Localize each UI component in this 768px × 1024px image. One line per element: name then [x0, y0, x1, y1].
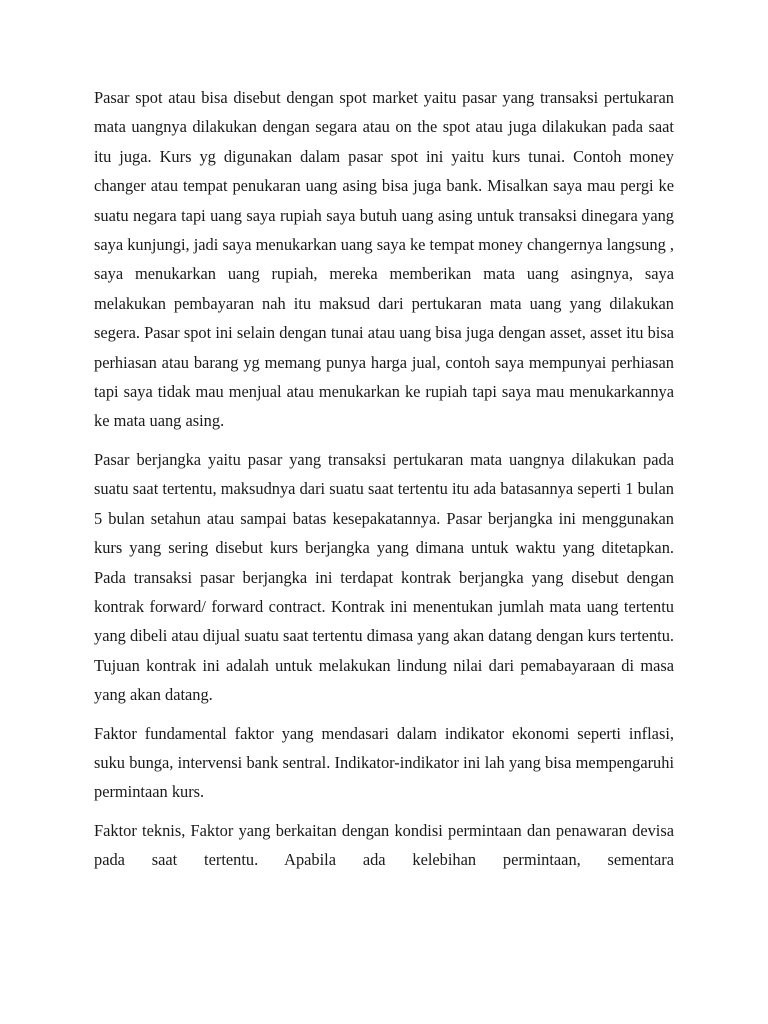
- paragraph-faktor-fundamental: Faktor fundamental faktor yang mendasari dalam indikator ekonomi seperti inflasi, suku bunga, intervensi bank sentral. Indikator-indikator ini lah yang bisa mempengaruhi permintaan kurs.: [94, 723, 674, 802]
- paragraph-pasar-spot: Pasar spot atau bisa disebut dengan spot market yaitu pasar yang transaksi pertukaran mata uangnya dilakukan dengan segara atau on the spot atau juga dilakukan pada saat itu juga. Kurs yg digunakan dalam pasar spot ini yaitu kurs tunai. Contoh money changer atau tempat penukaran uang asing bisa juga bank. Misalkan saya mau pergi ke suatu negara tapi uang saya rupiah saya butuh uang asing untuk transaksi dinegara yang saya kunjungi, jadi saya menukarkan uang saya ke tempat money changernya langsung , saya menukarkan uang rupiah, mereka memberikan mata uang asingnya, saya melakukan pembayaran nah itu maksud dari pertukaran mata uang yang dilakukan segera. Pasar spot ini selain dengan tunai atau uang bisa juga dengan asset, asset itu bisa perhiasan atau barang yg memang punya harga jual, contoh saya mempunyai perhiasan tapi saya tidak mau menjual atau menukarkan ke rupiah tapi saya mau menukarkannya ke mata uang asing.: [94, 88, 674, 431]
- document-page: [94, 83, 674, 884]
- paragraph-faktor-teknis: Faktor teknis, Faktor yang berkaitan dengan kondisi permintaan dan penawaran devisa pada saat tertentu. Apabila ada kelebihan permintaan, sementara: [94, 820, 674, 870]
- paragraph-pasar-berjangka: Pasar berjangka yaitu pasar yang transaksi pertukaran mata uangnya dilakukan pada suatu saat tertentu, maksudnya dari suatu saat tertentu itu ada batasannya seperti 1 bulan 5 bulan setahun atau sampai batas kesepakatannya. Pasar berjangka ini menggunakan kurs yang sering disebut kurs berjangka yang dimana untuk waktu yang ditetapkan. Pada transaksi pasar berjangka ini terdapat kontrak berjangka yang disebut dengan kontrak forward/ forward contract. Kontrak ini menentukan jumlah mata uang tertentu yang dibeli atau dijual suatu saat tertentu dimasa yang akan datang dengan kurs tertentu. Tujuan kontrak ini adalah untuk melakukan lindung nilai dari pemabayaraan di masa yang akan datang.: [94, 449, 674, 705]
